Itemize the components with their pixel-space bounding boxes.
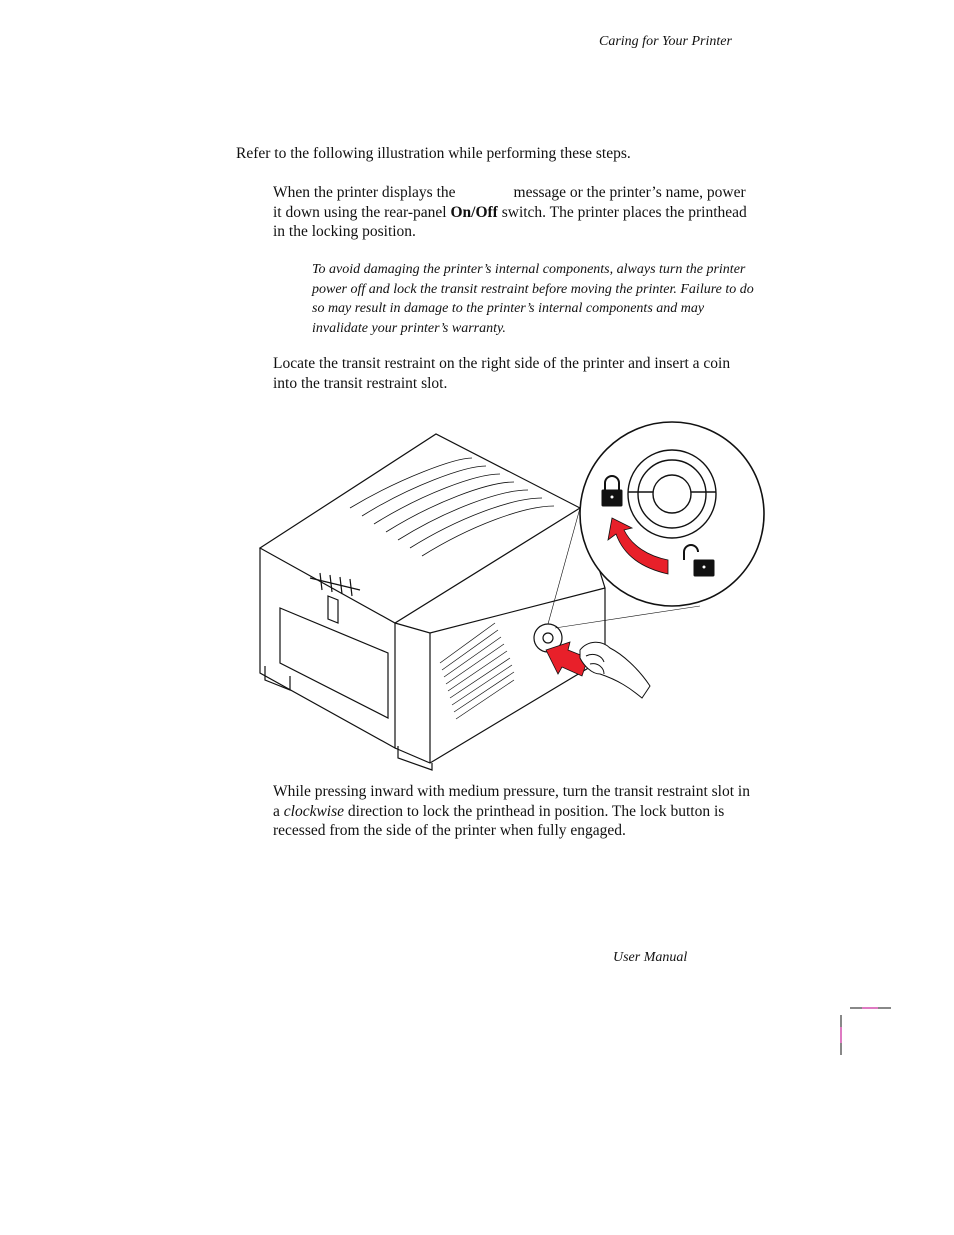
caution-note: To avoid damaging the printer’s internal components, always turn the printer power off and lock the transit restraint before moving the printer. Failure to do so may result in damage to the printer’s internal components and may invalidate your printer’s warranty. (312, 262, 754, 336)
page-corner-mark (840, 1005, 900, 1065)
step-1-text-c: switch. The printer places the printhead in the locking position. (273, 203, 747, 240)
running-header: Caring for Your Printer (599, 34, 732, 49)
on-off-switch-label: On/Off (450, 203, 498, 221)
transit-restraint-illustration (250, 418, 770, 778)
printer-icon (260, 434, 605, 770)
intro-text: Refer to the following illustration while performing these steps. (236, 145, 631, 162)
step-3-text-a: While pressing inward with medium pressure, turn the transit restraint slot in a (273, 783, 750, 820)
step-3 (273, 782, 753, 841)
step-1-text-a: When the printer displays the (273, 184, 456, 201)
footer-manual-title: User Manual (613, 950, 688, 965)
step-2: Locate the transit restraint on the right side of the printer and insert a coin into the transit restraint slot. (273, 355, 731, 392)
clockwise-term: clockwise (283, 802, 345, 820)
step-1-text-b: message or the printer’s name, power it down using the rear-panel (273, 184, 746, 221)
step-1 (273, 183, 753, 242)
step-3-text-b: direction to lock the printhead in position. The lock button is recessed from the side of the printer when fully engaged. (273, 802, 725, 839)
hand-icon (580, 642, 650, 698)
